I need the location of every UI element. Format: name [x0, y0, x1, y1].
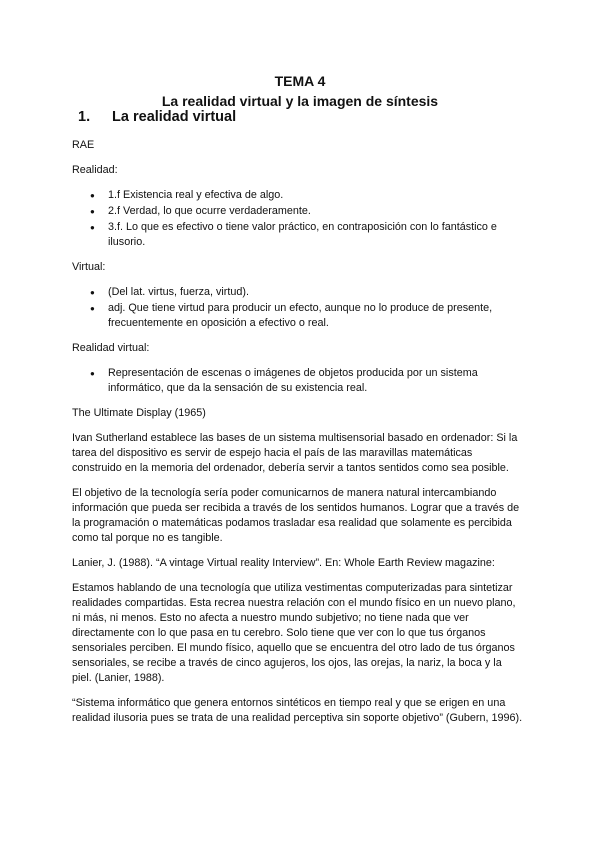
realidad-virtual-label: Realidad virtual:	[72, 342, 150, 354]
document-body	[72, 138, 524, 736]
lanier-reference: Lanier, J. (1988). “A vintage Virtual reality Interview”. En: Whole Earth Review magazine:	[72, 557, 495, 569]
section-number: 1.	[78, 109, 91, 125]
section-title: La realidad virtual	[112, 109, 237, 125]
ultimate-display-heading: The Ultimate Display (1965)	[72, 407, 206, 419]
objetivo-paragraph: El objetivo de la tecnología sería poder comunicarnos de manera natural intercambiando información que pueda ser recibida a través de los sentidos humanos. Lograr que a través de la programación o matemáticas podamos trasladar esa realidad que solamente es percibida como tal porque no es tangible.	[72, 487, 520, 544]
list-item: ● Representación de escenas o imágenes de objetos producida por un sistema informático, que da la sensación de su existencia real.	[108, 366, 524, 396]
list-item: ● adj. Que tiene virtud para producir un efecto, aunque no lo produce de presente, frecuentemente en oposición a efectivo o real.	[108, 301, 524, 331]
list-item: ● (Del lat. virtus, fuerza, virtud).	[108, 285, 524, 300]
document-title: TEMA 4	[274, 73, 326, 89]
virtual-list	[72, 285, 524, 331]
list-item: ● 1.f Existencia real y efectiva de algo.	[108, 188, 524, 203]
list-item: ● 3.f. Lo que es efectivo o tiene valor práctico, en contraposición con lo fantástico e ilusorio.	[108, 220, 524, 250]
section-heading	[78, 109, 236, 125]
realidad-virtual-list	[72, 366, 524, 396]
list-item: ● 2.f Verdad, lo que ocurre verdaderamente.	[108, 204, 524, 219]
rae-label: RAE	[72, 139, 95, 151]
realidad-list	[72, 188, 524, 250]
lanier-quote-paragraph: Estamos hablando de una tecnología que utiliza vestimentas computerizadas para sintetizar realidades compartidas. Esta recrea nuestra relación con el mundo físico en un nuevo plano, ni más, ni menos. Esto no afecta a nuestro mundo subjetivo; no tiene nada que ver directamente con lo que pasa en tu cerebro. Solo tiene que ver con lo que tus órganos sensoriales perciben. El mundo físico, aquello que se encuentra del otro lado de tus órganos sensoriales, se recibe a través de cinco agujeros, los ojos, las orejas, la nariz, la boca y la piel. (Lanier, 1988).	[72, 582, 516, 684]
gubern-quote-paragraph: “Sistema informático que genera entornos sintéticos en tiempo real y que se erigen en una realidad ilusoria pues se trata de una realidad perceptiva sin soporte objetivo” (Gubern, 1996).	[72, 697, 523, 724]
virtual-label: Virtual:	[72, 261, 106, 273]
sutherland-paragraph: Ivan Sutherland establece las bases de un sistema multisensorial basado en ordenador: Si la tarea del dispositivo es servir de espejo hacia el país de las maravillas matemáticas construido en la memoria del ordenador, debería servir a tantos sentidos como sea posible.	[72, 432, 518, 474]
document-subtitle: La realidad virtual y la imagen de síntesis	[161, 93, 439, 109]
realidad-label: Realidad:	[72, 164, 118, 176]
